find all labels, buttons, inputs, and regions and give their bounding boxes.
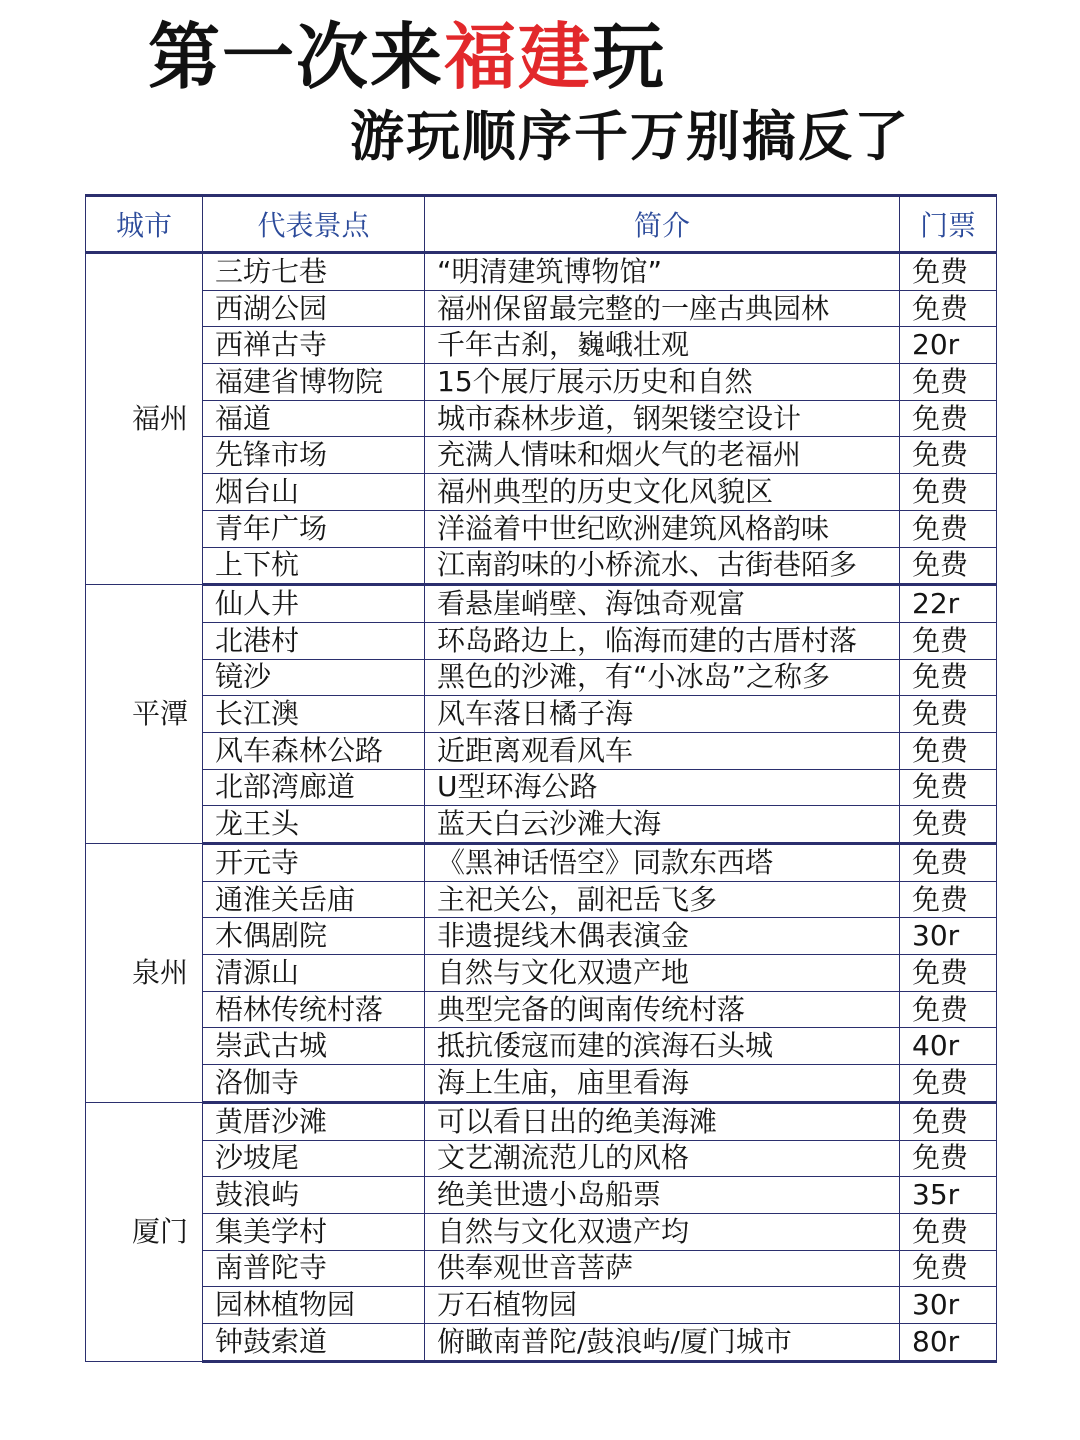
header-intro: 简介: [425, 196, 900, 253]
spot-cell: 沙坡尾: [203, 1140, 425, 1177]
table-row: [86, 510, 997, 547]
city-name: 平潭: [132, 697, 189, 731]
header-city: 城市: [86, 196, 203, 253]
table-row: [86, 1250, 997, 1287]
intro-cell: 自然与文化双遗产均: [425, 1213, 900, 1250]
ticket-cell: 免费: [900, 844, 997, 882]
spot-cell: 镜沙: [203, 659, 425, 696]
spot-cell: 钟鼓索道: [203, 1323, 425, 1361]
table-row: [86, 955, 997, 992]
intro-cell: 城市森林步道，钢架镂空设计: [425, 400, 900, 437]
intro-cell: 《黑神话悟空》同款东西塔: [425, 844, 900, 882]
ticket-cell: 免费: [900, 1213, 997, 1250]
city-cell: [86, 1102, 203, 1361]
spot-cell: 洛伽寺: [203, 1065, 425, 1103]
spot-cell: 先锋市场: [203, 437, 425, 474]
table-row: [86, 474, 997, 511]
table-row: [86, 437, 997, 474]
header-spot: 代表景点: [203, 196, 425, 253]
ticket-cell: 免费: [900, 881, 997, 918]
table-row: [86, 1065, 997, 1103]
intro-cell: 文艺潮流范儿的风格: [425, 1140, 900, 1177]
spot-cell: 清源山: [203, 955, 425, 992]
table-row: [86, 400, 997, 437]
ticket-cell: 80r: [900, 1323, 997, 1361]
ticket-cell: 30r: [900, 1287, 997, 1324]
table-row: [86, 585, 997, 623]
spot-cell: 梧林传统村落: [203, 991, 425, 1028]
intro-cell: 看悬崖峭壁、海蚀奇观富: [425, 585, 900, 623]
ticket-cell: 免费: [900, 806, 997, 844]
intro-cell: 海上生庙，庙里看海: [425, 1065, 900, 1103]
spot-cell: 风车森林公路: [203, 732, 425, 769]
table-row: [86, 290, 997, 327]
title-suffix: 玩: [592, 15, 667, 99]
spot-cell: 木偶剧院: [203, 918, 425, 955]
ticket-cell: 免费: [900, 474, 997, 511]
table-row: [86, 327, 997, 364]
spot-cell: 福道: [203, 400, 425, 437]
intro-cell: 典型完备的闽南传统村落: [425, 991, 900, 1028]
city-name: 福州: [132, 402, 189, 436]
ticket-cell: 免费: [900, 510, 997, 547]
title-prefix: 第一次来: [148, 15, 445, 99]
intro-cell: 俯瞰南普陀/鼓浪屿/厦门城市: [425, 1323, 900, 1361]
ticket-cell: 免费: [900, 1140, 997, 1177]
ticket-cell: 免费: [900, 290, 997, 327]
intro-cell: 可以看日出的绝美海滩: [425, 1102, 900, 1140]
ticket-cell: 免费: [900, 400, 997, 437]
table-row: [86, 806, 997, 844]
spot-cell: 福建省博物院: [203, 364, 425, 401]
table-row: [86, 364, 997, 401]
intro-cell: 万石植物园: [425, 1287, 900, 1324]
ticket-cell: 20r: [900, 327, 997, 364]
ticket-cell: 免费: [900, 547, 997, 585]
spot-cell: 北港村: [203, 622, 425, 659]
spot-cell: 通淮关岳庙: [203, 881, 425, 918]
table-body: [86, 253, 997, 1362]
spot-cell: 南普陀寺: [203, 1250, 425, 1287]
ticket-cell: 免费: [900, 659, 997, 696]
intro-cell: 主祀关公，副祀岳飞多: [425, 881, 900, 918]
ticket-cell: 免费: [900, 696, 997, 733]
intro-cell: 蓝天白云沙滩大海: [425, 806, 900, 844]
spot-cell: 开元寺: [203, 844, 425, 882]
table-row: [86, 881, 997, 918]
city-name: 厦门: [132, 1214, 189, 1248]
city-cell: [86, 844, 203, 1103]
table-header-row: [86, 196, 997, 253]
header-ticket: 门票: [900, 196, 997, 253]
table-row: [86, 732, 997, 769]
intro-cell: 15个展厅展示历史和自然: [425, 364, 900, 401]
spot-cell: 园林植物园: [203, 1287, 425, 1324]
table-row: [86, 1028, 997, 1065]
ticket-cell: 免费: [900, 991, 997, 1028]
spot-cell: 西湖公园: [203, 290, 425, 327]
intro-cell: 福州保留最完整的一座古典园林: [425, 290, 900, 327]
spot-cell: 上下杭: [203, 547, 425, 585]
ticket-cell: 免费: [900, 364, 997, 401]
ticket-cell: 30r: [900, 918, 997, 955]
table-row: [86, 769, 997, 806]
table-row: [86, 659, 997, 696]
intro-cell: 抵抗倭寇而建的滨海石头城: [425, 1028, 900, 1065]
table-row: [86, 918, 997, 955]
ticket-cell: 免费: [900, 1065, 997, 1103]
table-row: [86, 1177, 997, 1214]
table-row: [86, 622, 997, 659]
table-row: [86, 1213, 997, 1250]
ticket-cell: 免费: [900, 955, 997, 992]
table-row: [86, 1140, 997, 1177]
intro-cell: 非遗提线木偶表演金: [425, 918, 900, 955]
spot-cell: 青年广场: [203, 510, 425, 547]
table-row: [86, 547, 997, 585]
city-cell: [86, 585, 203, 844]
intro-cell: 绝美世遗小岛船票: [425, 1177, 900, 1214]
spot-cell: 长江澳: [203, 696, 425, 733]
table-row: [86, 1287, 997, 1324]
spot-cell: 三坊七巷: [203, 253, 425, 291]
intro-cell: 风车落日橘子海: [425, 696, 900, 733]
ticket-cell: 免费: [900, 253, 997, 291]
ticket-cell: 22r: [900, 585, 997, 623]
spot-cell: 烟台山: [203, 474, 425, 511]
spot-cell: 仙人井: [203, 585, 425, 623]
table-row: [86, 991, 997, 1028]
spot-cell: 鼓浪屿: [203, 1177, 425, 1214]
table-row: [86, 844, 997, 882]
city-name: 泉州: [132, 955, 189, 989]
spot-cell: 崇武古城: [203, 1028, 425, 1065]
ticket-cell: 免费: [900, 622, 997, 659]
intro-cell: 环岛路边上，临海而建的古厝村落: [425, 622, 900, 659]
intro-cell: 近距离观看风车: [425, 732, 900, 769]
spot-cell: 龙王头: [203, 806, 425, 844]
spot-cell: 西禅古寺: [203, 327, 425, 364]
intro-cell: U型环海公路: [425, 769, 900, 806]
intro-cell: 洋溢着中世纪欧洲建筑风格韵味: [425, 510, 900, 547]
intro-cell: 江南韵味的小桥流水、古街巷陌多: [425, 547, 900, 585]
city-cell: [86, 253, 203, 585]
page-subtitle: 游玩顺序千万别搞反了: [350, 105, 910, 168]
intro-cell: 黑色的沙滩，有“小冰岛”之称多: [425, 659, 900, 696]
table-row: [86, 696, 997, 733]
table-row: [86, 253, 997, 291]
intro-cell: 充满人情味和烟火气的老福州: [425, 437, 900, 474]
ticket-cell: 35r: [900, 1177, 997, 1214]
ticket-cell: 免费: [900, 1250, 997, 1287]
intro-cell: 福州典型的历史文化风貌区: [425, 474, 900, 511]
spot-cell: 北部湾廊道: [203, 769, 425, 806]
table-row: [86, 1323, 997, 1361]
spot-cell: 黄厝沙滩: [203, 1102, 425, 1140]
intro-cell: 自然与文化双遗产地: [425, 955, 900, 992]
attractions-table: [85, 194, 997, 1363]
spot-cell: 集美学村: [203, 1213, 425, 1250]
ticket-cell: 免费: [900, 437, 997, 474]
ticket-cell: 40r: [900, 1028, 997, 1065]
intro-cell: 供奉观世音菩萨: [425, 1250, 900, 1287]
intro-cell: “明清建筑博物馆”: [425, 253, 900, 291]
ticket-cell: 免费: [900, 1102, 997, 1140]
ticket-cell: 免费: [900, 769, 997, 806]
table-row: [86, 1102, 997, 1140]
ticket-cell: 免费: [900, 732, 997, 769]
intro-cell: 千年古刹，巍峨壮观: [425, 327, 900, 364]
page-title: [148, 14, 666, 100]
title-highlight: 福建: [444, 15, 593, 99]
